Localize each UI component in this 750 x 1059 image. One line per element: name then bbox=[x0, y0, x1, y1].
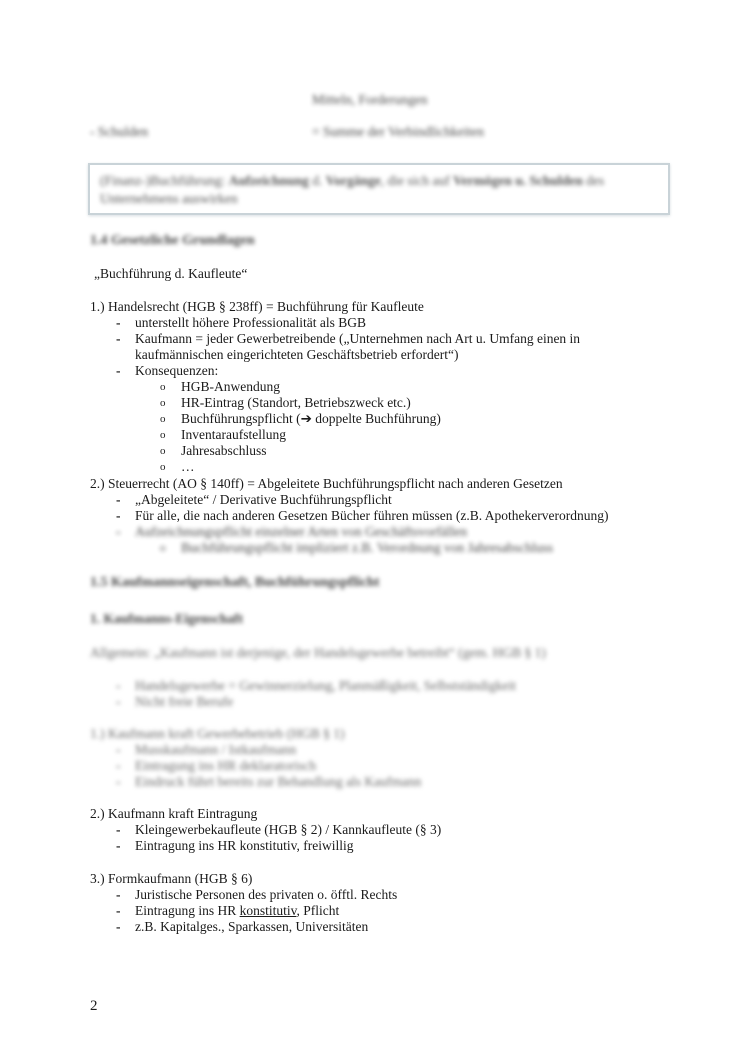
hgb-subitem: … bbox=[181, 459, 195, 474]
definition-text: (Finanz-)Buchführung: Aufzeichnung d. Vorgänge, die sich auf Vermögen u. Schulden des Unternehmens auswirken bbox=[100, 173, 605, 206]
k2-item: Eintragung ins HR konstitutiv, freiwillig bbox=[135, 838, 354, 853]
k3-title: 3.) Formkaufmann (HGB § 6) bbox=[90, 871, 253, 886]
hgb-subitem: Inventaraufstellung bbox=[181, 427, 286, 442]
general-definition: Allgemein: „Kaufmann ist derjenige, der Handelsgewerbe betreibt“ (gem. HGB § 1) bbox=[90, 645, 546, 660]
hgb-subitem: Buchführungspflicht (➔ doppelte Buchführung) bbox=[181, 411, 441, 426]
ao-item: Aufzeichnungspflicht einzelner Arten von Geschäftsvorfällen bbox=[135, 524, 468, 539]
bullet-dash: - bbox=[116, 919, 121, 934]
bullet-dash: - bbox=[116, 363, 121, 378]
circle-bullet: o bbox=[160, 381, 166, 393]
hgb-item: kaufmännischen eingerichteten Geschäftsbetrieb erfordert“) bbox=[135, 347, 459, 362]
bullet-dash: - bbox=[116, 694, 121, 709]
hgb-item: Kaufmann = jeder Gewerbetreibende („Unternehmen nach Art u. Umfang einen in bbox=[135, 331, 581, 346]
general-item: Handelsgewerbe = Gewinnerzielung, Planmäßigkeit, Selbstständigkeit bbox=[135, 678, 517, 693]
bullet-dash: - bbox=[116, 758, 121, 773]
circle-bullet: o bbox=[160, 445, 166, 457]
ao-title: 2.) Steuerrecht (AO § 140ff) = Abgeleitete Buchführungspflicht nach anderen Gesetzen bbox=[90, 476, 563, 491]
k2-item: Kleingewerbekaufleute (HGB § 2) / Kannkaufleute (§ 3) bbox=[135, 822, 442, 837]
k1-item: Eintragung ins HR deklaratorisch bbox=[135, 758, 317, 773]
top-right-text: = Summe der Verbindlichkeiten bbox=[312, 124, 484, 139]
ao-item: Für alle, die nach anderen Gesetzen Bücher führen müssen (z.B. Apothekerverordnung) bbox=[135, 508, 609, 523]
top-center-text: Mitteln, Forderungen bbox=[312, 92, 428, 107]
hgb-subitem: Jahresabschluss bbox=[181, 443, 267, 458]
top-left-text: - Schulden bbox=[90, 124, 149, 139]
bullet-dash: - bbox=[116, 331, 121, 346]
intro-quote: „Buchführung d. Kaufleute“ bbox=[94, 266, 248, 281]
k1-title: 1.) Kaufmann kraft Gewerbebetrieb (HGB § 1) bbox=[90, 726, 345, 741]
bullet-dash: - bbox=[116, 903, 121, 918]
section-heading-1-5: 1.5 Kaufmannseigenschaft, Buchführungspflicht bbox=[90, 575, 380, 590]
k2-title: 2.) Kaufmann kraft Eintragung bbox=[90, 806, 258, 821]
hgb-title: 1.) Handelsrecht (HGB § 238ff) = Buchführung für Kaufleute bbox=[90, 299, 424, 314]
bullet-dash: - bbox=[116, 678, 121, 693]
bullet-dash: - bbox=[116, 315, 121, 330]
definition-box bbox=[88, 163, 670, 215]
subsection-heading: 1. Kaufmanns-Eigenschaft bbox=[90, 611, 244, 626]
circle-bullet: o bbox=[160, 413, 166, 425]
k1-item: Eindruck führt bereits zur Behandlung als Kaufmann bbox=[135, 774, 422, 789]
circle-bullet: o bbox=[160, 542, 166, 554]
bullet-dash: - bbox=[116, 742, 121, 757]
ao-subitem: Buchführungspflicht impliziert z.B. Verordnung von Jahresabschluss bbox=[181, 540, 554, 555]
bullet-dash: - bbox=[116, 838, 121, 853]
k3-item: z.B. Kapitalges., Sparkassen, Universitäten bbox=[135, 919, 369, 934]
k1-item: Musskaufmann / Istkaufmann bbox=[135, 742, 297, 757]
bullet-dash: - bbox=[116, 492, 121, 507]
circle-bullet: o bbox=[160, 397, 166, 409]
circle-bullet: o bbox=[160, 429, 166, 441]
hgb-item: unterstellt höhere Professionalität als BGB bbox=[135, 315, 366, 330]
section-heading-1-4: 1.4 Gesetzliche Grundlagen bbox=[90, 233, 255, 248]
circle-bullet: o bbox=[160, 461, 166, 473]
page-number: 2 bbox=[90, 998, 98, 1014]
bullet-dash: - bbox=[116, 508, 121, 523]
bullet-dash: - bbox=[116, 774, 121, 789]
bullet-dash: - bbox=[116, 822, 121, 837]
hgb-subitem: HGB-Anwendung bbox=[181, 379, 280, 394]
hgb-subitem: HR-Eintrag (Standort, Betriebszweck etc.) bbox=[181, 395, 411, 410]
k3-item: Eintragung ins HR konstitutiv, Pflicht bbox=[135, 903, 340, 918]
general-item: Nicht freie Berufe bbox=[135, 694, 234, 709]
bullet-dash: - bbox=[116, 887, 121, 902]
k3-item: Juristische Personen des privaten o. öfftl. Rechts bbox=[135, 887, 398, 902]
ao-item: „Abgeleitete“ / Derivative Buchführungspflicht bbox=[135, 492, 392, 507]
bullet-dash: - bbox=[116, 524, 121, 539]
hgb-item: Konsequenzen: bbox=[135, 363, 219, 378]
